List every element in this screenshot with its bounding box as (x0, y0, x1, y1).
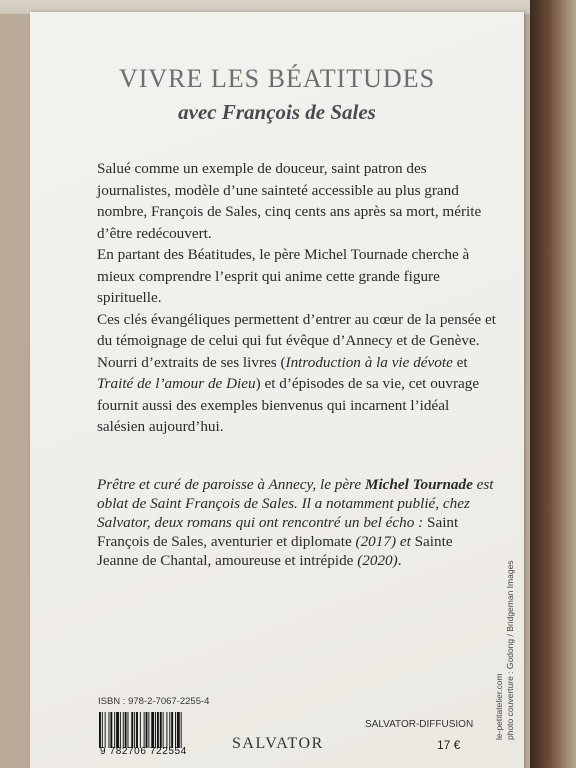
barcode-bar (120, 712, 121, 748)
barcode-bar (181, 712, 182, 748)
credit-website: le-petitatelier.com (494, 673, 504, 740)
book-title: VIVRE LES BÉATITUDES (118, 64, 436, 93)
distributor-name: SALVATOR-DIFFUSION (365, 719, 474, 730)
background-surface-right (530, 0, 576, 768)
credits (494, 560, 516, 740)
publisher-name: SALVATOR (232, 735, 324, 752)
barcode-bar (116, 712, 119, 748)
barcode-bar (125, 712, 127, 748)
blurb-paragraph-2: En partant des Béatitudes, le père Michel Tournade cherche à mieux comprendre l’esprit qui anime cette grande figure spirituelle. (97, 246, 470, 306)
work-title: Introduction à la vie dévote (285, 353, 453, 371)
author-name: Michel Tournade (364, 476, 473, 493)
barcode-bar (105, 712, 106, 748)
blurb-paragraph-4 (97, 352, 497, 438)
barcode (97, 712, 213, 768)
book-title-1: Saint François de Sales, aventurier et diplomate (97, 514, 459, 550)
barcode-bar (99, 712, 101, 748)
barcode-bar (140, 712, 141, 748)
blurb-paragraph-3: Ces clés évangéliques permettent d’entrer au cœur de la pensée et du témoignage de celui qui fut évêque d’Annecy et de Genève. (97, 310, 496, 349)
bio-text: est oblat de Saint François de Sales. Il a notamment publié, chez Salvator, deux romans qui ont rencontré un bel écho : (97, 476, 494, 531)
barcode-bar (146, 712, 148, 748)
barcode-bar (144, 712, 145, 748)
barcode-bar (136, 712, 138, 748)
blurb-text: et (452, 353, 468, 371)
barcode-bar (157, 712, 159, 748)
book-title-2: Sainte Jeanne de Chantal, amoureuse et intrépide (97, 533, 453, 569)
barcode-bar (128, 712, 129, 748)
barcode-bar (166, 712, 167, 748)
barcode-bars (97, 712, 213, 748)
barcode-bar (155, 712, 156, 748)
barcode-bar (110, 712, 112, 748)
barcode-bar (171, 712, 173, 748)
isbn-label: ISBN : 978-2-7067-2255-4 (98, 696, 210, 707)
barcode-bar (163, 712, 164, 748)
barcode-bar (148, 712, 149, 748)
barcode-bar (177, 712, 180, 748)
barcode-bar (151, 712, 154, 748)
blurb-text: ) et d’épisodes de sa vie, cet ouvrage fournit aussi des exemples bienvenus qui incarnent l’idéal salésien aujourd’hui. (97, 375, 480, 435)
barcode-bar (175, 712, 176, 748)
barcode-bar (102, 712, 103, 748)
barcode-bar (131, 712, 133, 748)
barcode-digits: 9 782706 722554 (100, 746, 187, 757)
bio-text: . (397, 552, 402, 569)
barcode-bar (134, 712, 135, 748)
bio-text: Prêtre et curé de paroisse à Annecy, le père (97, 476, 365, 493)
work-title: Traité de l’amour de Dieu (97, 375, 256, 392)
book-year-2: (2020) (353, 552, 398, 569)
barcode-bar (123, 712, 124, 748)
credit-photo: photo couverture : Godong / Bridgeman Images (505, 560, 515, 740)
author-bio (97, 475, 497, 570)
blurb-text: Nourri d’extraits de ses livres ( (97, 353, 286, 371)
book-year-1: (2017) (351, 533, 400, 550)
author-bio-text (97, 475, 497, 570)
barcode-bar (114, 712, 115, 748)
barcode-bar (109, 712, 110, 748)
book-subtitle: avec François de Sales (178, 100, 376, 124)
price: 17 € (437, 738, 461, 752)
barcode-bar (160, 712, 162, 748)
barcode-bar (169, 712, 170, 748)
blurb (97, 158, 497, 438)
bio-text: et (399, 533, 415, 550)
blurb-paragraph-1: Salué comme un exemple de douceur, saint patron des journalistes, modèle d’une sainteté accessible au plus grand nombre, François de Sales, cinq cents ans après sa mort, mérite d’être redécouvert. (97, 160, 482, 242)
